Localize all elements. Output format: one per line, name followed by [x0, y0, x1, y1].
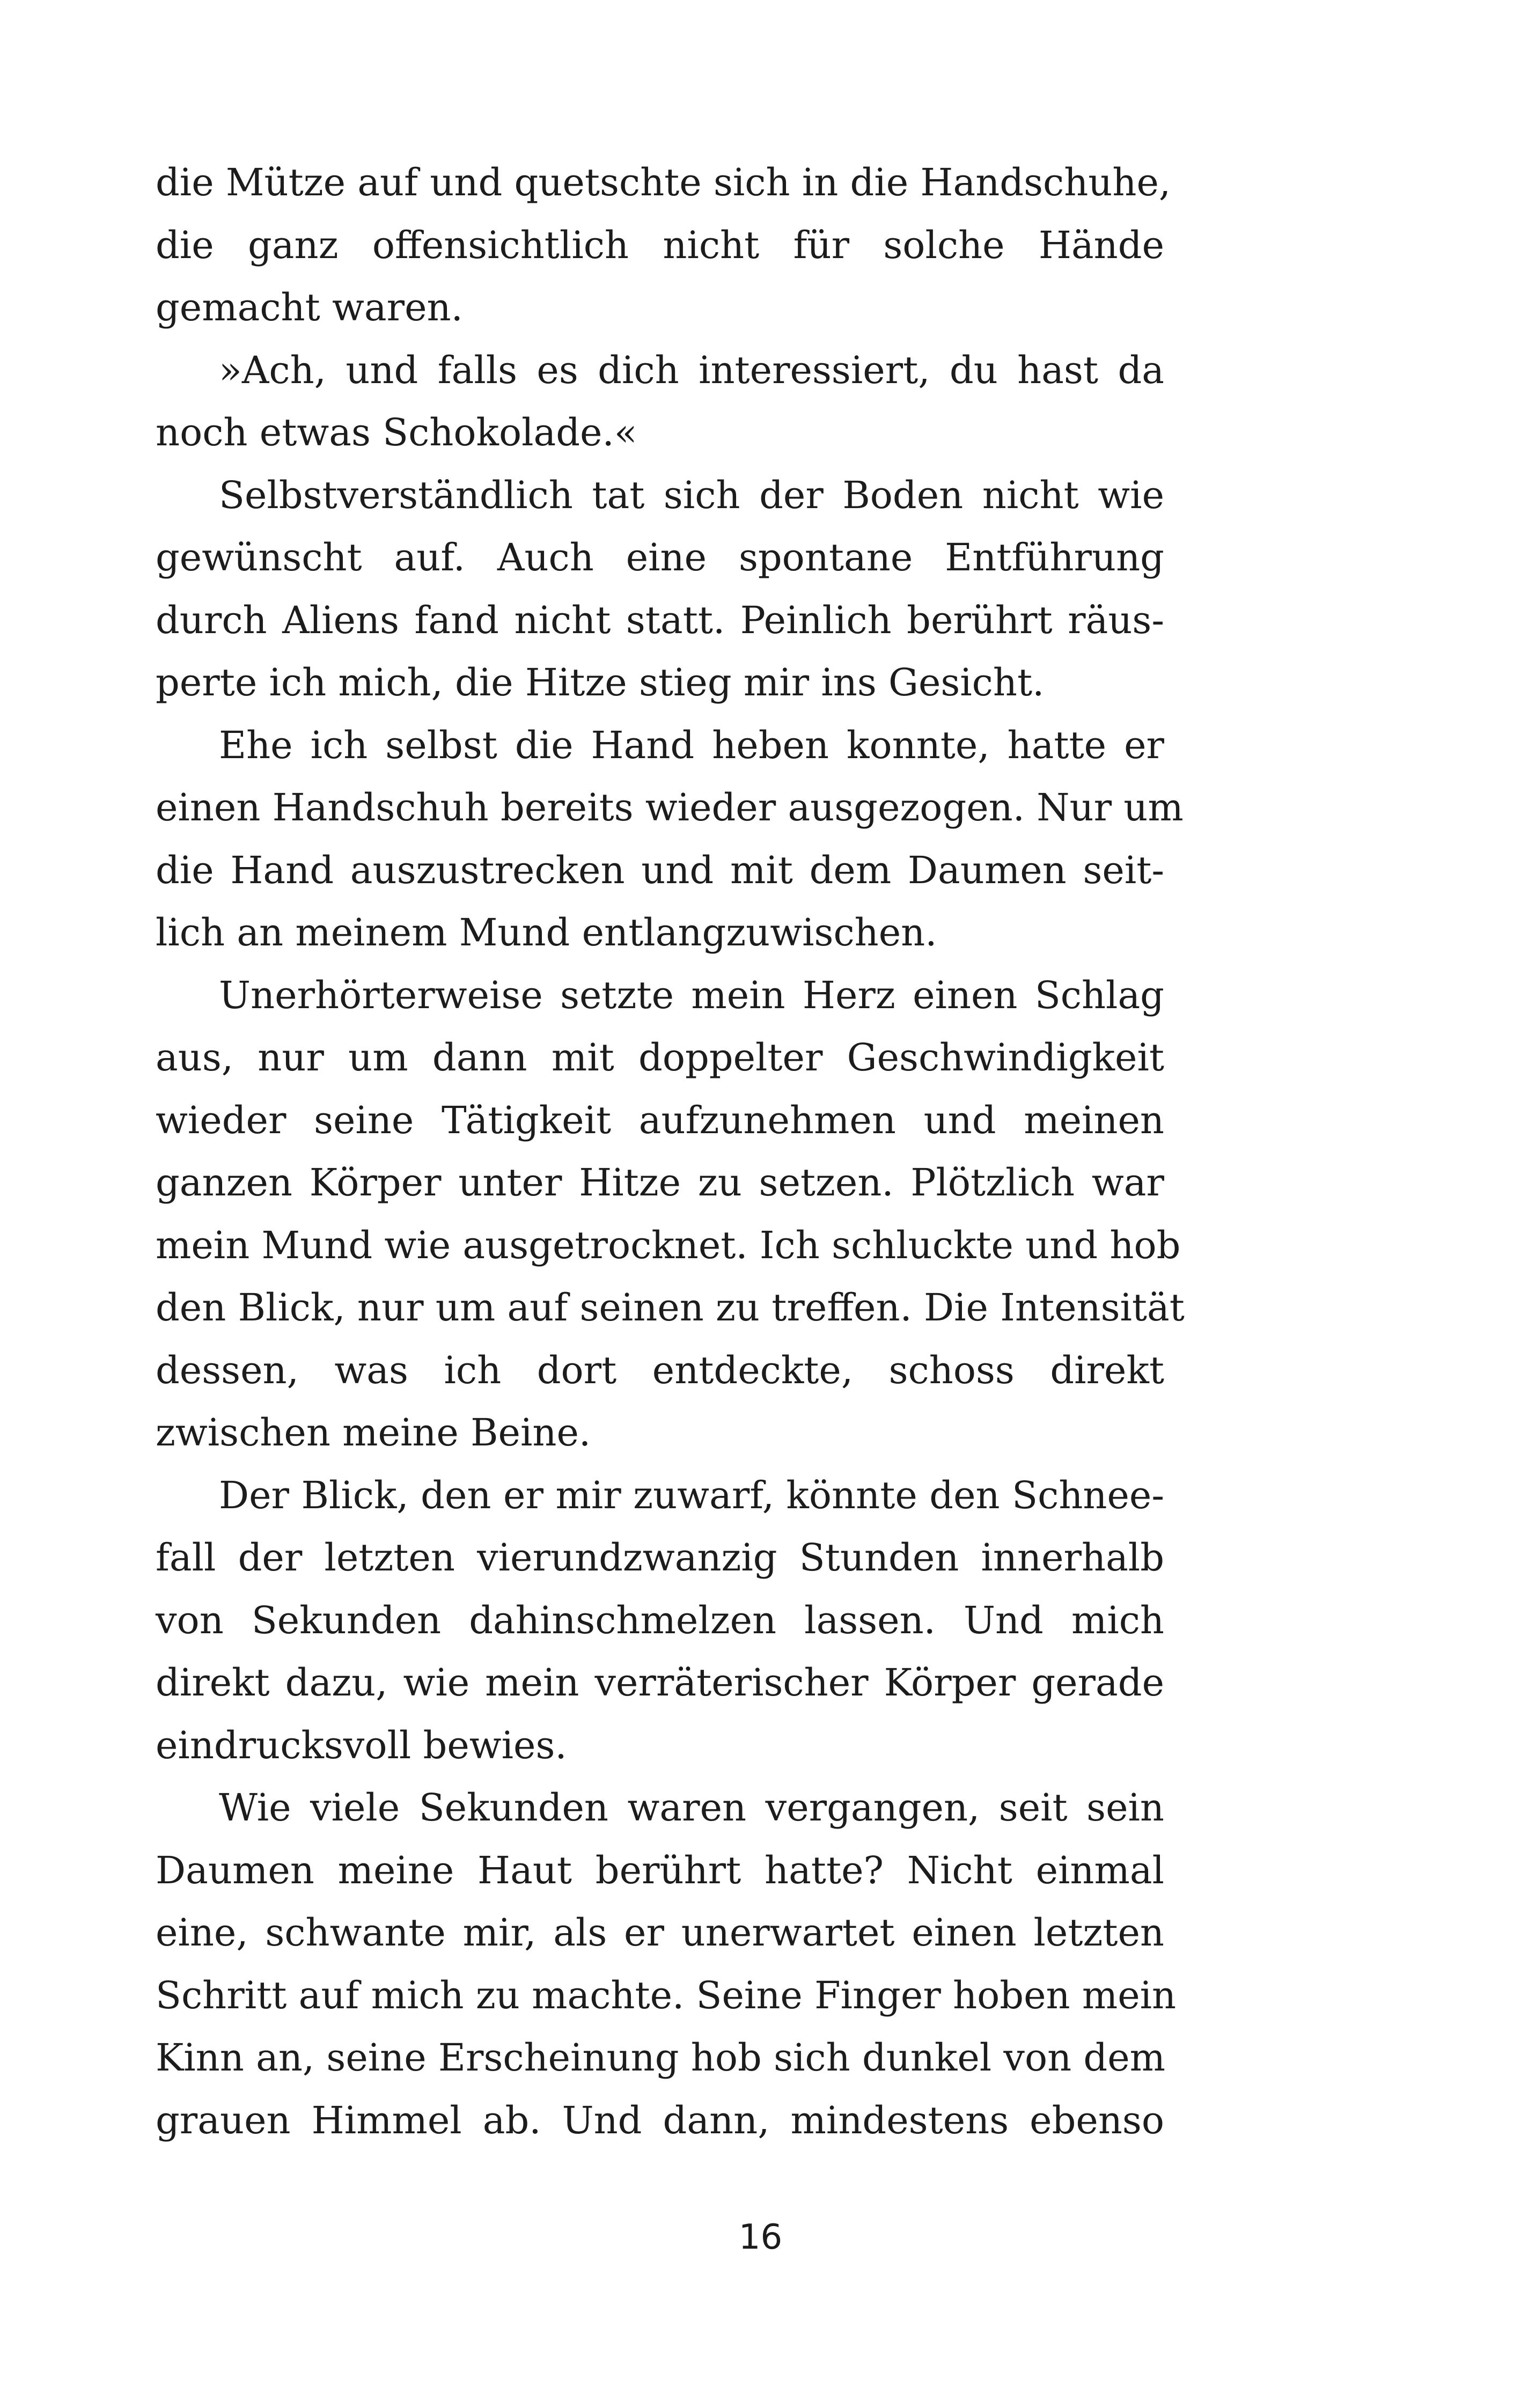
text-line: von Sekunden dahinschmelzen lassen. Und mich — [156, 1598, 1164, 1642]
text-line: Der Blick, den er mir zuwarf, könnte den Schnee- — [219, 1473, 1164, 1517]
text-line: Daumen meine Haut berührt hatte? Nicht einmal — [156, 1848, 1164, 1892]
text-line: »Ach, und falls es dich interessiert, du hast da — [219, 348, 1164, 392]
text-line: mein Mund wie ausgetrocknet. Ich schluckte und hob — [156, 1223, 1181, 1267]
text-line: eine, schwante mir, als er unerwartet einen letzten — [156, 1911, 1164, 1955]
text-line: lich an meinem Mund entlangzuwischen. — [156, 911, 937, 955]
text-line: Ehe ich selbst die Hand heben konnte, hatte er — [219, 723, 1164, 767]
text-line: Schritt auf mich zu machte. Seine Finger hoben mein — [156, 1973, 1177, 2017]
text-line: die Hand auszustrecken und mit dem Daumen seit- — [156, 848, 1164, 892]
text-line: einen Handschuh bereits wieder ausgezogen. Nur um — [156, 785, 1184, 829]
text-line: grauen Himmel ab. Und dann, mindestens ebenso — [156, 2098, 1164, 2142]
text-line: gemacht waren. — [156, 285, 463, 329]
text-line: Selbstverständlich tat sich der Boden nicht wie — [219, 473, 1164, 517]
text-line: Unerhörterweise setzte mein Herz einen Schlag — [219, 973, 1164, 1017]
text-line: fall der letzten vierundzwanzig Stunden innerhalb — [156, 1536, 1164, 1580]
text-line: perte ich mich, die Hitze stieg mir ins Gesicht. — [156, 660, 1045, 704]
text-line: gewünscht auf. Auch eine spontane Entführung — [156, 535, 1164, 579]
body-text — [156, 151, 1185, 2152]
text-line: aus, nur um dann mit doppelter Geschwindigkeit — [156, 1036, 1164, 1080]
text-line: Kinn an, seine Erscheinung hob sich dunkel von dem — [156, 2036, 1166, 2080]
text-line: noch etwas Schokolade.« — [156, 410, 637, 454]
text-line: den Blick, nur um auf seinen zu treffen. Die Intensität — [156, 1286, 1185, 1330]
text-line: wieder seine Tätigkeit aufzunehmen und meinen — [156, 1098, 1164, 1142]
text-line: ganzen Körper unter Hitze zu setzen. Plötzlich war — [156, 1161, 1164, 1205]
text-line: eindrucksvoll bewies. — [156, 1723, 567, 1767]
text-line: Wie viele Sekunden waren vergangen, seit sein — [219, 1786, 1164, 1830]
text-line: zwischen meine Beine. — [156, 1411, 591, 1455]
text-line: dessen, was ich dort entdeckte, schoss direkt — [156, 1348, 1164, 1392]
text-line: durch Aliens fand nicht statt. Peinlich berührt räus- — [156, 598, 1164, 642]
text-line: die Mütze auf und quetschte sich in die Handschuhe, — [156, 160, 1171, 204]
text-line: direkt dazu, wie mein verräterischer Körper gerade — [156, 1661, 1164, 1705]
page-number: 16 — [738, 2218, 783, 2257]
text-line: die ganz offensichtlich nicht für solche Hände — [156, 223, 1164, 267]
